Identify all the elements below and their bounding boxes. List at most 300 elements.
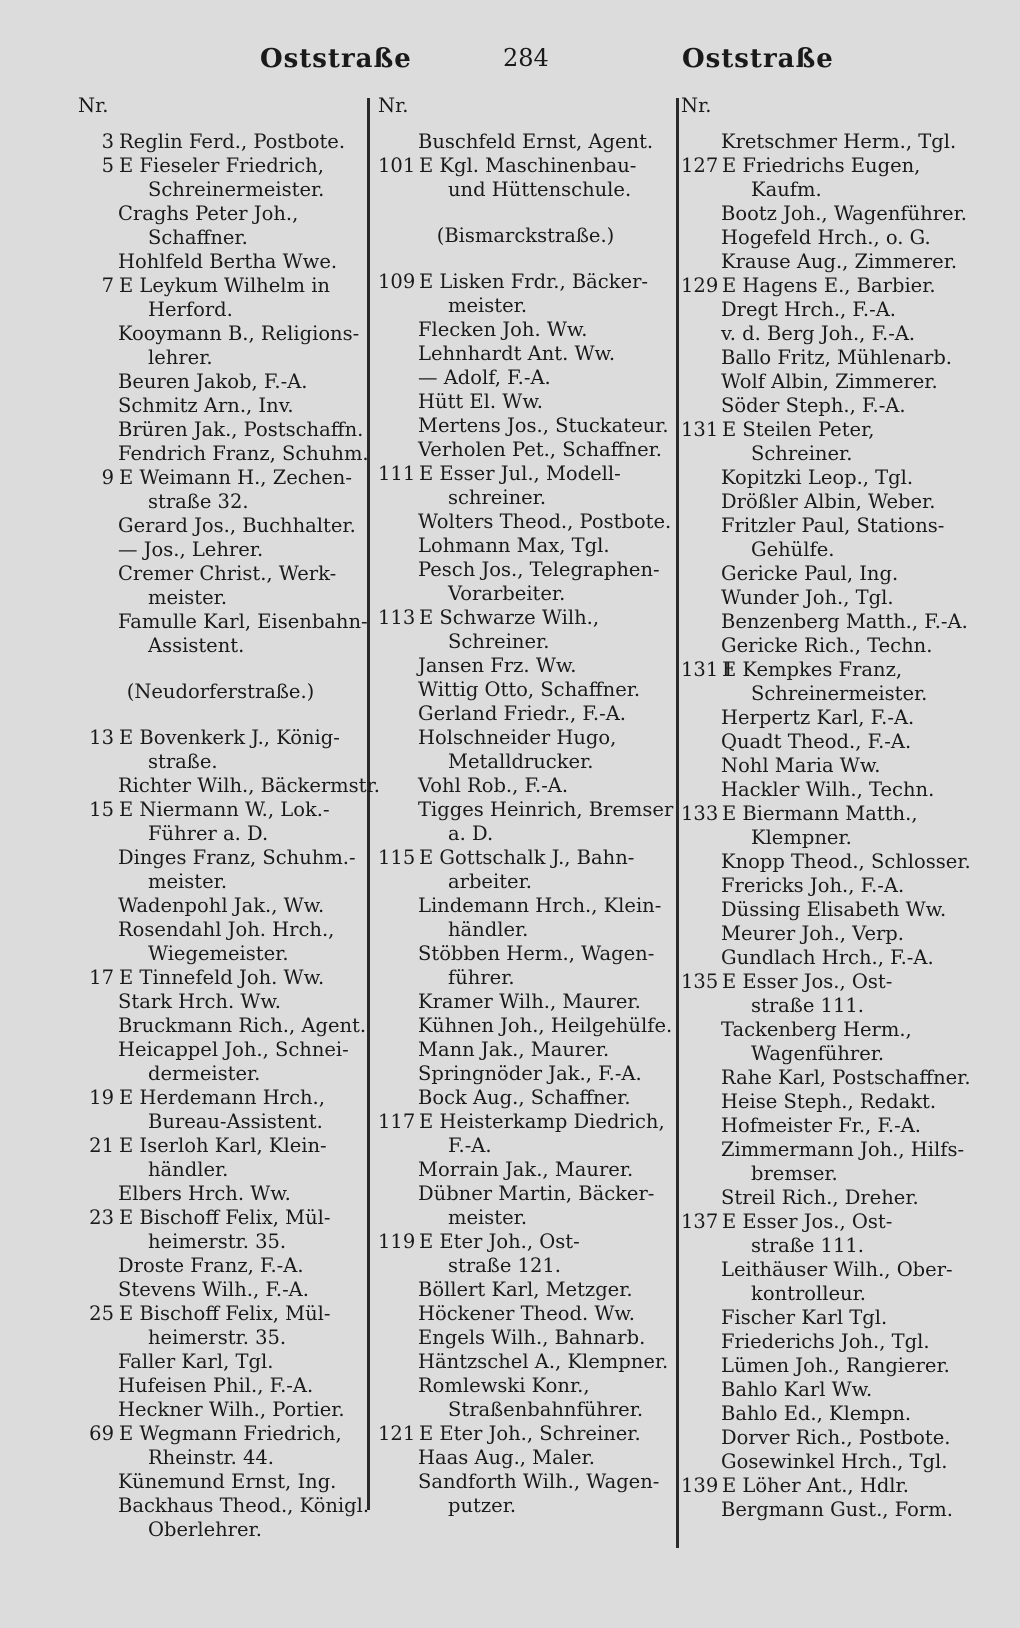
entry-text: Gericke Rich., Techn. (721, 634, 933, 657)
house-entry (78, 1422, 363, 1446)
entry-text: Bruckmann Rich., Agent. (118, 1014, 367, 1037)
resident-entry (378, 534, 673, 558)
house-entry (681, 1474, 981, 1498)
entry-continuation (378, 966, 673, 990)
resident-entry (378, 1086, 673, 1110)
entry-text: Tackenberg Herm., (721, 1018, 912, 1041)
entry-text: Söder Steph., F.-A. (721, 394, 906, 417)
entry-continuation (681, 826, 981, 850)
entry-text: Famulle Karl, Eisenbahn- (118, 610, 368, 633)
resident-entry (78, 562, 363, 586)
entry-text: Richter Wilh., Bäckermstr. (118, 774, 380, 797)
entry-text: Flecken Joh. Ww. (418, 318, 588, 341)
entry-text: — Adolf, F.-A. (418, 366, 551, 389)
entry-text: Hogefeld Hrch., o. G. (721, 226, 931, 249)
house-number: 3 (101, 130, 114, 153)
resident-entry (681, 1306, 981, 1330)
entry-text: Schaffner. (148, 226, 248, 249)
entry-continuation (681, 994, 981, 1018)
entry-continuation (378, 1398, 673, 1422)
entry-text: kontrolleur. (751, 1282, 866, 1305)
resident-entry (78, 1350, 363, 1374)
entry-continuation (378, 870, 673, 894)
column-divider (676, 98, 679, 1548)
entry-continuation (681, 1282, 981, 1306)
entry-text: E Schwarze Wilh., (419, 606, 600, 629)
resident-entry (681, 202, 981, 226)
resident-entry (78, 1374, 363, 1398)
entry-continuation (681, 178, 981, 202)
resident-entry (681, 1114, 981, 1138)
resident-entry (78, 202, 363, 226)
entry-text: Backhaus Theod., Königl. (118, 1494, 370, 1517)
house-number: 133 (681, 802, 719, 825)
resident-entry (681, 1330, 981, 1354)
entry-text: E Eter Joh., Ost- (419, 1230, 580, 1253)
entry-text: E Esser Jos., Ost- (722, 1210, 893, 1233)
entry-text: Mertens Jos., Stuckateur. (418, 414, 669, 437)
entry-continuation (78, 1230, 363, 1254)
entry-text: Wolf Albin, Zimmerer. (721, 370, 938, 393)
resident-entry (378, 774, 673, 798)
entry-text: Bootz Joh., Wagenführer. (721, 202, 967, 225)
resident-entry (681, 706, 981, 730)
resident-entry (78, 370, 363, 394)
entry-text: Jansen Frz. Ww. (418, 654, 577, 677)
house-number: 109 (378, 270, 416, 293)
house-entry (78, 1086, 363, 1110)
entry-text: straße 111. (751, 1234, 864, 1257)
entry-text: Fendrich Franz, Schuhm. (118, 442, 369, 465)
entry-text: Droste Franz, F.-A. (118, 1254, 304, 1277)
entry-text: führer. (448, 966, 515, 989)
entry-text: Fritzler Paul, Stations- (721, 514, 945, 537)
entry-text: Bergmann Gust., Form. (721, 1498, 953, 1521)
entry-text: Nohl Maria Ww. (721, 754, 881, 777)
resident-entry (78, 990, 363, 1014)
resident-entry (378, 654, 673, 678)
house-entry (681, 274, 981, 298)
resident-entry (378, 1302, 673, 1326)
spacer (681, 118, 981, 130)
entry-text: Bahlo Karl Ww. (721, 1378, 873, 1401)
resident-entry (378, 366, 673, 390)
resident-entry (681, 346, 981, 370)
resident-entry (681, 562, 981, 586)
entry-text: Hackler Wilh., Techn. (721, 778, 935, 801)
entry-text: Elbers Hrch. Ww. (118, 1182, 291, 1205)
entry-text: straße. (148, 750, 218, 773)
entry-text: Vorarbeiter. (448, 582, 566, 605)
entry-text: Häntzschel A., Klempner. (418, 1350, 669, 1373)
entry-continuation (681, 538, 981, 562)
column-header-nr (378, 94, 673, 118)
entry-text: Quadt Theod., F.-A. (721, 730, 912, 753)
entry-text: Gerland Friedr., F.-A. (418, 702, 626, 725)
spacer (78, 658, 363, 680)
resident-entry (681, 1066, 981, 1090)
entry-text: E Fieseler Friedrich, (119, 154, 324, 177)
entry-text: Gosewinkel Hrch., Tgl. (721, 1450, 948, 1473)
entry-text: Reglin Ferd., Postbote. (119, 130, 346, 153)
resident-entry (378, 318, 673, 342)
house-entry (78, 1302, 363, 1326)
entry-text: Nr. (378, 94, 409, 117)
resident-entry (378, 1446, 673, 1470)
entry-continuation (78, 1158, 363, 1182)
entry-continuation (378, 918, 673, 942)
house-number: 21 (89, 1134, 114, 1157)
entry-text: Holschneider Hugo, (418, 726, 617, 749)
entry-text: Heicappel Joh., Schnei- (118, 1038, 349, 1061)
cross-street-heading (378, 224, 673, 248)
entry-text: E Friedrichs Eugen, (722, 154, 921, 177)
resident-entry (681, 1258, 981, 1282)
entry-text: E Kempkes Franz, (722, 658, 903, 681)
resident-entry (78, 610, 368, 634)
entry-text: Stark Hrch. Ww. (118, 990, 281, 1013)
entry-text: Herpertz Karl, F.-A. (721, 706, 915, 729)
entry-text: meister. (448, 294, 528, 317)
house-number: 137 (681, 1210, 719, 1233)
entry-text: meister. (148, 586, 228, 609)
entry-text: Schreiner. (751, 442, 853, 465)
entry-text: Fischer Karl Tgl. (721, 1306, 888, 1329)
resident-entry (78, 538, 363, 562)
resident-entry (78, 1278, 363, 1302)
resident-entry (681, 298, 981, 322)
entry-continuation (78, 490, 363, 514)
resident-entry (78, 918, 363, 942)
resident-entry (78, 894, 363, 918)
entry-text: E Hagens E., Barbier. (722, 274, 936, 297)
entry-text: E Iserloh Karl, Klein- (119, 1134, 327, 1157)
entry-text: Bahlo Ed., Klempn. (721, 1402, 912, 1425)
house-number: 119 (378, 1230, 416, 1253)
entry-text: Düssing Elisabeth Ww. (721, 898, 947, 921)
entry-continuation (378, 178, 673, 202)
entry-text: Sandforth Wilh., Wagen- (418, 1470, 660, 1493)
resident-entry (681, 1186, 981, 1210)
spacer (78, 704, 363, 726)
entry-text: (Neudorferstraße.) (126, 680, 315, 703)
entry-text: händler. (148, 1158, 229, 1181)
entry-text: v. d. Berg Joh., F.-A. (721, 322, 916, 345)
entry-text: Wittig Otto, Schaffner. (418, 678, 641, 701)
entry-continuation (378, 486, 673, 510)
entry-text: E Tinnefeld Joh. Ww. (119, 966, 325, 989)
entry-continuation (78, 1326, 363, 1350)
resident-entry (681, 130, 981, 154)
resident-entry (378, 342, 673, 366)
resident-entry (681, 394, 981, 418)
entry-text: E Löher Ant., Hdlr. (722, 1474, 909, 1497)
house-number: 13 (89, 726, 114, 749)
resident-entry (681, 922, 981, 946)
entry-text: Gundlach Hrch., F.-A. (721, 946, 934, 969)
column-header-nr (78, 94, 363, 118)
entry-text: Stevens Wilh., F.-A. (118, 1278, 309, 1301)
entry-text: Rheinstr. 44. (148, 1446, 275, 1469)
entry-continuation (681, 442, 981, 466)
resident-entry (378, 726, 673, 750)
entry-text: Stöbben Herm., Wagen- (418, 942, 655, 965)
entry-text: Schmitz Arn., Inv. (118, 394, 294, 417)
entry-text: Krause Aug., Zimmerer. (721, 250, 958, 273)
entry-text: Kühnen Joh., Heilgehülfe. (418, 1014, 673, 1037)
entry-continuation (78, 298, 363, 322)
entry-text: F.-A. (448, 1134, 492, 1157)
entry-text: Böllert Karl, Metzger. (418, 1278, 633, 1301)
entry-text: E Leykum Wilhelm in (119, 274, 330, 297)
resident-entry (378, 510, 673, 534)
house-number: 131 (681, 418, 719, 441)
entry-continuation (78, 750, 363, 774)
resident-entry (378, 1470, 673, 1494)
entry-text: Zimmermann Joh., Hilfs- (721, 1138, 965, 1161)
entry-continuation (378, 750, 673, 774)
resident-entry (378, 1038, 673, 1062)
resident-entry (378, 414, 673, 438)
entry-text: E Bischoff Felix, Mül- (119, 1302, 331, 1325)
resident-entry (681, 370, 981, 394)
house-entry (378, 1230, 673, 1254)
resident-entry (378, 1158, 673, 1182)
house-entry (681, 658, 981, 682)
resident-entry (681, 322, 981, 346)
resident-entry (681, 490, 981, 514)
directory-column-1 (78, 94, 380, 1542)
entry-text: E Eter Joh., Schreiner. (419, 1422, 641, 1445)
entry-text: Lümen Joh., Rangierer. (721, 1354, 950, 1377)
entry-text: Lohmann Max, Tgl. (418, 534, 610, 557)
resident-entry (681, 946, 981, 970)
resident-entry (378, 702, 673, 726)
house-number: 131 I (681, 658, 733, 681)
entry-text: Gerard Jos., Buchhalter. (118, 514, 356, 537)
entry-text: dermeister. (148, 1062, 261, 1085)
column-header-nr (681, 94, 981, 118)
resident-entry (681, 610, 981, 634)
house-entry (681, 802, 981, 826)
resident-entry (378, 678, 673, 702)
resident-entry (378, 558, 673, 582)
resident-entry (78, 1182, 363, 1206)
entry-text: E Herdemann Hrch., (119, 1086, 325, 1109)
entry-text: E Weimann H., Zechen- (119, 466, 352, 489)
entry-text: Knopp Theod., Schlosser. (721, 850, 971, 873)
entry-continuation (681, 1042, 981, 1066)
entry-text: E Bovenkerk J., König- (119, 726, 340, 749)
house-entry (378, 846, 673, 870)
entry-text: E Heisterkamp Diedrich, (419, 1110, 665, 1133)
resident-entry (681, 586, 981, 610)
resident-entry (681, 466, 981, 490)
entry-continuation (78, 822, 363, 846)
entry-continuation (78, 1110, 363, 1134)
resident-entry (78, 846, 363, 870)
street-title-left: Oststraße (260, 44, 412, 74)
entry-text: E Esser Jul., Modell- (419, 462, 621, 485)
entry-continuation (78, 634, 363, 658)
entry-text: Lindemann Hrch., Klein- (418, 894, 662, 917)
resident-entry (378, 1326, 673, 1350)
entry-text: Dinges Franz, Schuhm.- (118, 846, 356, 869)
page-header (0, 44, 1020, 84)
house-number: 101 (378, 154, 416, 177)
entry-text: Wagenführer. (751, 1042, 885, 1065)
entry-text: Tigges Heinrich, Bremser (418, 798, 674, 821)
entry-text: Drößler Albin, Weber. (721, 490, 936, 513)
entry-text: Heise Steph., Redakt. (721, 1090, 937, 1113)
street-title-right: Oststraße (682, 44, 834, 74)
entry-text: Dübner Martin, Bäcker- (418, 1182, 655, 1205)
entry-text: Morrain Jak., Maurer. (418, 1158, 634, 1181)
entry-text: Leithäuser Wilh., Ober- (721, 1258, 953, 1281)
resident-entry (681, 250, 981, 274)
entry-text: Haas Aug., Maler. (418, 1446, 595, 1469)
entry-text: E Esser Jos., Ost- (722, 970, 893, 993)
resident-entry (378, 894, 673, 918)
entry-text: Wunder Joh., Tgl. (721, 586, 894, 609)
entry-text: E Bischoff Felix, Mül- (119, 1206, 331, 1229)
house-entry (78, 966, 363, 990)
entry-text: Schreinermeister. (148, 178, 325, 201)
house-number: 15 (89, 798, 114, 821)
resident-entry (681, 1498, 981, 1522)
resident-entry (378, 798, 673, 822)
entry-text: Führer a. D. (148, 822, 269, 845)
resident-entry (378, 390, 673, 414)
entry-text: a. D. (448, 822, 494, 845)
entry-continuation (78, 1446, 363, 1470)
resident-entry (681, 850, 981, 874)
entry-text: E Steilen Peter, (722, 418, 875, 441)
entry-text: Höckener Theod. Ww. (418, 1302, 635, 1325)
house-number: 69 (89, 1422, 114, 1445)
resident-entry (78, 322, 363, 346)
resident-entry (78, 442, 369, 466)
resident-entry (78, 1398, 363, 1422)
house-entry (78, 726, 363, 750)
resident-entry (378, 1182, 673, 1206)
entry-text: Hofmeister Fr., F.-A. (721, 1114, 921, 1137)
entry-continuation (78, 346, 363, 370)
entry-text: E Lisken Frdr., Bäcker- (419, 270, 648, 293)
entry-text: Faller Karl, Tgl. (118, 1350, 274, 1373)
entry-continuation (78, 1062, 363, 1086)
entry-text: straße 111. (751, 994, 864, 1017)
entry-text: arbeiter. (448, 870, 532, 893)
house-number: 5 (101, 154, 114, 177)
entry-text: Hufeisen Phil., F.-A. (118, 1374, 314, 1397)
resident-entry (378, 130, 673, 154)
house-entry (681, 154, 981, 178)
entry-continuation (378, 294, 673, 318)
cross-street-heading (78, 680, 363, 704)
resident-entry (681, 514, 981, 538)
entry-continuation (378, 822, 673, 846)
entry-text: Meurer Joh., Verp. (721, 922, 904, 945)
resident-entry (378, 990, 673, 1014)
resident-entry (78, 1254, 363, 1278)
entry-text: straße 121. (448, 1254, 561, 1277)
entry-text: Lehnhardt Ant. Ww. (418, 342, 616, 365)
resident-entry (378, 1062, 673, 1086)
resident-entry (681, 1450, 981, 1474)
entry-continuation (78, 1518, 363, 1542)
resident-entry (78, 514, 363, 538)
entry-continuation (378, 1134, 673, 1158)
resident-entry (378, 438, 673, 462)
house-number: 129 (681, 274, 719, 297)
entry-text: Klempner. (751, 826, 852, 849)
house-number: 9 (101, 466, 114, 489)
resident-entry (681, 1402, 981, 1426)
resident-entry (681, 1138, 981, 1162)
resident-entry (378, 1374, 673, 1398)
entry-text: Nr. (78, 94, 109, 117)
entry-text: heimerstr. 35. (148, 1230, 287, 1253)
entry-text: Engels Wilh., Bahnarb. (418, 1326, 646, 1349)
resident-entry (78, 1494, 370, 1518)
resident-entry (681, 898, 981, 922)
entry-text: E Kgl. Maschinenbau- (419, 154, 637, 177)
entry-text: Dregt Hrch., F.-A. (721, 298, 896, 321)
entry-continuation (681, 1162, 981, 1186)
resident-entry (378, 1350, 673, 1374)
resident-entry (681, 1018, 981, 1042)
entry-text: Heckner Wilh., Portier. (118, 1398, 345, 1421)
house-entry (378, 270, 673, 294)
house-number: 7 (101, 274, 114, 297)
entry-text: Frericks Joh., F.-A. (721, 874, 905, 897)
entry-text: Schreinermeister. (751, 682, 928, 705)
entry-text: schreiner. (448, 486, 547, 509)
resident-entry (378, 1014, 673, 1038)
resident-entry (681, 778, 981, 802)
house-entry (681, 1210, 981, 1234)
resident-entry (78, 418, 363, 442)
house-entry (681, 418, 981, 442)
resident-entry (78, 1038, 363, 1062)
resident-entry (681, 754, 981, 778)
entry-text: straße 32. (148, 490, 249, 513)
resident-entry (78, 774, 380, 798)
entry-text: Hütt El. Ww. (418, 390, 543, 413)
house-entry (78, 154, 363, 178)
entry-text: Herford. (148, 298, 233, 321)
house-entry (78, 466, 363, 490)
entry-text: Kaufm. (751, 178, 822, 201)
entry-text: — Jos., Lehrer. (118, 538, 264, 561)
entry-text: Verholen Pet., Schaffner. (418, 438, 662, 461)
entry-text: E Niermann W., Lok.- (119, 798, 330, 821)
resident-entry (78, 394, 363, 418)
house-number: 121 (378, 1422, 416, 1445)
entry-text: Straßenbahnführer. (448, 1398, 644, 1421)
resident-entry (681, 730, 981, 754)
entry-text: Bock Aug., Schaffner. (418, 1086, 631, 1109)
entry-text: putzer. (448, 1494, 517, 1517)
entry-continuation (378, 1206, 673, 1230)
entry-text: Kopitzki Leop., Tgl. (721, 466, 914, 489)
house-entry (378, 1422, 673, 1446)
entry-continuation (681, 682, 981, 706)
entry-text: Vohl Rob., F.-A. (418, 774, 569, 797)
entry-text: E Biermann Matth., (722, 802, 918, 825)
entry-text: Oberlehrer. (148, 1518, 262, 1541)
